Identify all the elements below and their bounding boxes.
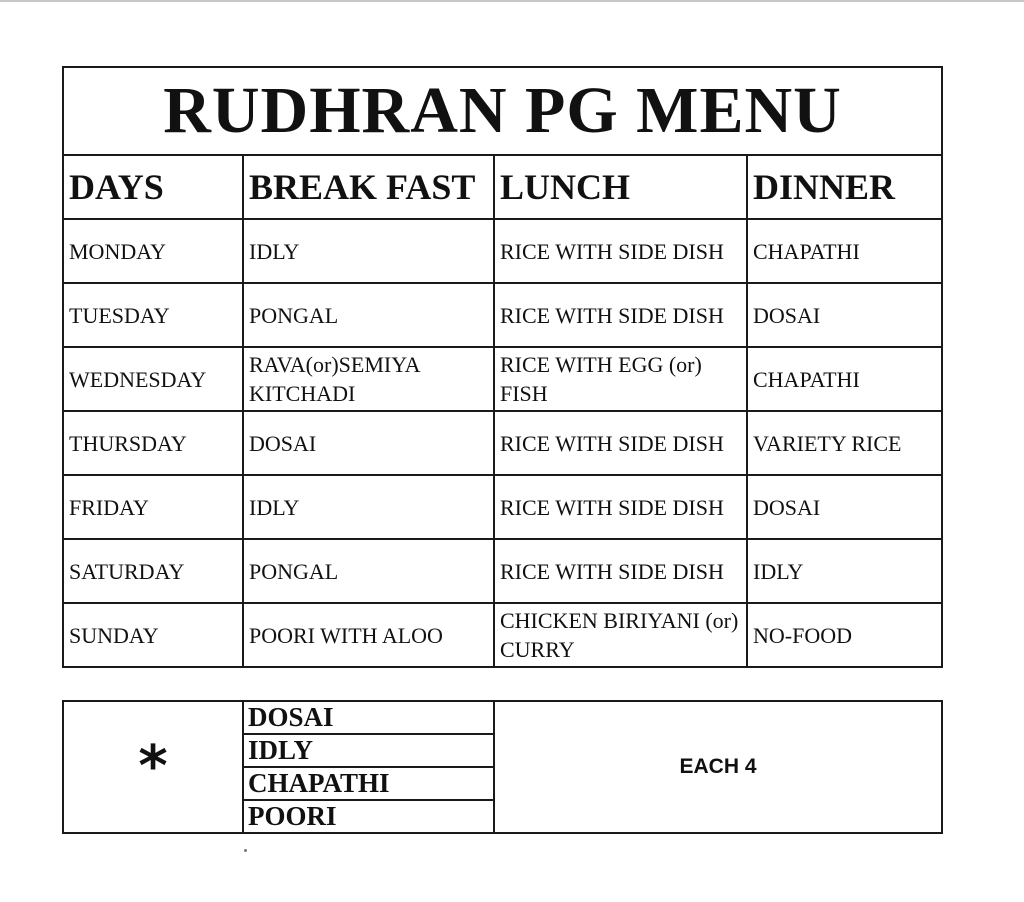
menu-title: RUDHRAN PG MENU bbox=[63, 67, 942, 155]
extra-item: POORI bbox=[243, 800, 494, 833]
asterisk-symbol: * bbox=[63, 701, 243, 833]
title-row bbox=[63, 67, 942, 155]
dinner-cell: DOSAI bbox=[747, 283, 942, 347]
day-cell: THURSDAY bbox=[63, 411, 243, 475]
lunch-cell: CHICKEN BIRIYANI (or) CURRY bbox=[494, 603, 747, 667]
breakfast-cell: IDLY bbox=[243, 219, 494, 283]
day-cell: TUESDAY bbox=[63, 283, 243, 347]
dinner-cell: IDLY bbox=[747, 539, 942, 603]
header-lunch: LUNCH bbox=[494, 155, 747, 219]
table-row bbox=[63, 283, 942, 347]
breakfast-cell: DOSAI bbox=[243, 411, 494, 475]
day-cell: SATURDAY bbox=[63, 539, 243, 603]
breakfast-cell: PONGAL bbox=[243, 283, 494, 347]
menu-table bbox=[62, 66, 943, 668]
extra-item: IDLY bbox=[243, 734, 494, 767]
dinner-cell: NO-FOOD bbox=[747, 603, 942, 667]
breakfast-cell: RAVA(or)SEMIYA KITCHADI bbox=[243, 347, 494, 411]
top-border-line bbox=[0, 0, 1024, 2]
lunch-cell: RICE WITH SIDE DISH bbox=[494, 411, 747, 475]
day-cell: MONDAY bbox=[63, 219, 243, 283]
extras-note: EACH 4 bbox=[494, 701, 942, 833]
dinner-cell: VARIETY RICE bbox=[747, 411, 942, 475]
header-dinner: DINNER bbox=[747, 155, 942, 219]
breakfast-cell: PONGAL bbox=[243, 539, 494, 603]
extras-row bbox=[63, 701, 942, 734]
lunch-cell: RICE WITH SIDE DISH bbox=[494, 219, 747, 283]
day-cell: SUNDAY bbox=[63, 603, 243, 667]
header-breakfast: BREAK FAST bbox=[243, 155, 494, 219]
lunch-cell: RICE WITH SIDE DISH bbox=[494, 283, 747, 347]
header-row bbox=[63, 155, 942, 219]
day-cell: WEDNESDAY bbox=[63, 347, 243, 411]
header-days: DAYS bbox=[63, 155, 243, 219]
table-row bbox=[63, 219, 942, 283]
lunch-cell: RICE WITH SIDE DISH bbox=[494, 475, 747, 539]
breakfast-cell: POORI WITH ALOO bbox=[243, 603, 494, 667]
table-row bbox=[63, 603, 942, 667]
day-cell: FRIDAY bbox=[63, 475, 243, 539]
table-row bbox=[63, 475, 942, 539]
table-row bbox=[63, 539, 942, 603]
dinner-cell: CHAPATHI bbox=[747, 219, 942, 283]
dinner-cell: CHAPATHI bbox=[747, 347, 942, 411]
extra-item: CHAPATHI bbox=[243, 767, 494, 800]
stray-mark bbox=[244, 849, 247, 852]
dinner-cell: DOSAI bbox=[747, 475, 942, 539]
lunch-cell: RICE WITH EGG (or) FISH bbox=[494, 347, 747, 411]
breakfast-cell: IDLY bbox=[243, 475, 494, 539]
lunch-cell: RICE WITH SIDE DISH bbox=[494, 539, 747, 603]
extra-item: DOSAI bbox=[243, 701, 494, 734]
table-row bbox=[63, 347, 942, 411]
extras-table bbox=[62, 700, 943, 834]
table-row bbox=[63, 411, 942, 475]
